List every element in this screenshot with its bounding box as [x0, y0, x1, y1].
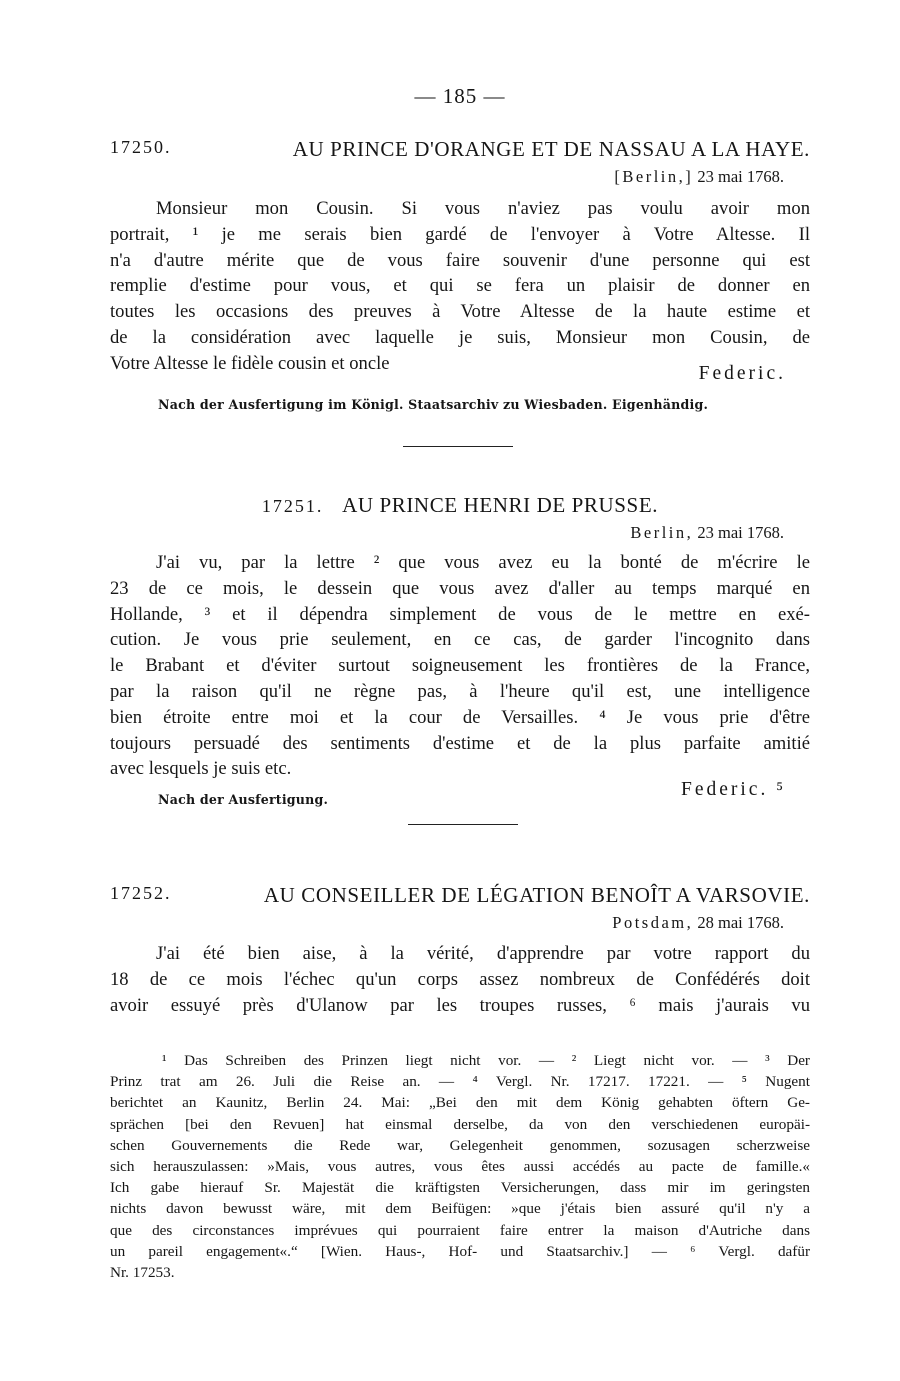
letter-dateline — [614, 167, 784, 187]
text-line: n'a d'autre mérite que de vous faire souvenir d'une personne qui est — [110, 249, 810, 271]
letter-number: 17251. — [261, 496, 324, 516]
text-line: toutes les occasions des preuves à Votre Altesse de la haute estime et — [110, 301, 810, 323]
footnote-line: sprächen [bei den Revuen] hat einsmal derselbe, da von den verschiedenen europäi- — [110, 1115, 810, 1133]
signature: Federic. ⁵ — [680, 779, 786, 800]
dateline-date: 23 mai 1768. — [697, 523, 784, 542]
footnote-line: un pareil engagement«.“ [Wien. Haus-, Hof- und Staatsarchiv.] — ⁶ Vergl. dafür — [110, 1242, 810, 1260]
text-line: 23 de ce mois, le dessein que vous avez d'aller au temps marqué en — [110, 577, 810, 599]
text-line: Monsieur mon Cousin. Si vous n'aviez pas voulu avoir mon — [156, 198, 810, 219]
text-line: de la considération avec laquelle je suis, Monsieur mon Cousin, de — [110, 326, 810, 348]
letter-title: AU PRINCE D'ORANGE ET DE NASSAU A LA HAYE. — [292, 137, 810, 161]
footnote-line: Ich gabe hierauf Sr. Majestät die kräftigsten Versicherungen, dass mir im geringsten — [110, 1179, 810, 1197]
text-line: 18 de ce mois l'échec qu'un corps assez nombreux de Confédérés doit — [110, 968, 810, 990]
source-note: Nach der Ausfertigung. — [158, 792, 329, 807]
letter-body — [110, 550, 810, 782]
footnote-line: ¹ Das Schreiben des Prinzen liegt nicht vor. — ² Liegt nicht vor. — ³ Der — [162, 1052, 810, 1069]
source-note: Nach der Ausfertigung im Königl. Staatsarchiv zu Wiesbaden. Eigenhändig. — [158, 397, 709, 412]
text-line: Hollande, ³ et il dépendra simplement de vous de le mettre en exé- — [110, 603, 810, 625]
section-divider — [403, 446, 513, 447]
letter-body — [110, 196, 810, 377]
text-line: J'ai été bien aise, à la vérité, d'apprendre par votre rapport du — [156, 943, 810, 964]
text-line: avec lesquels je suis etc. — [110, 758, 292, 780]
letter-heading — [110, 137, 810, 162]
dateline-place: Potsdam, — [612, 913, 694, 932]
letter-dateline — [630, 523, 784, 543]
dateline-date: 23 mai 1768. — [697, 167, 784, 186]
letter-dateline — [612, 913, 784, 933]
footnote-line: berichtet an Kaunitz, Berlin 24. Mai: „Bei den mit dem König gehabten öftern Ge- — [110, 1094, 810, 1112]
letter-number: 17250. — [110, 137, 172, 157]
section-divider — [408, 824, 518, 825]
text-line: le Brabant et d'éviter surtout soigneusement les frontières de la France, — [110, 655, 810, 677]
footnote-line: Prinz trat am 26. Juli die Reise an. — ⁴ Vergl. Nr. 17217. 17221. — ⁵ Nugent — [110, 1073, 810, 1091]
dateline-place: Berlin, — [630, 523, 694, 542]
dateline-place: [Berlin,] — [614, 167, 694, 186]
text-line: avoir essuyé près d'Ulanow par les troupes russes, ⁶ mais j'aurais vu — [110, 994, 810, 1016]
text-line: toujours persuadé des sentiments d'estime et de la plus parfaite amitié — [110, 732, 810, 754]
dateline-date: 28 mai 1768. — [697, 913, 784, 932]
footnote-line: que des circonstances imprévues qui pourraient faire entrer la maison d'Autriche dans — [110, 1221, 810, 1239]
text-line: bien étroite entre moi et la cour de Versailles. ⁴ Je vous prie d'être — [110, 706, 810, 728]
page-number: — 185 — — [414, 84, 506, 108]
footnote-line: schen Gouvernements die Rede war, Gelegenheit genommen, sozusagen scherzweise — [110, 1136, 810, 1154]
letter-number: 17252. — [110, 883, 172, 903]
text-line: J'ai vu, par la lettre ² que vous avez eu la bonté de m'écrire le — [156, 552, 810, 573]
letter-heading — [110, 493, 810, 518]
footnote-line: nichts davon bewusst wäre, mit dem Beifügen: »que j'étais bien assuré qu'il n'y a — [110, 1200, 810, 1218]
text-line: portrait, ¹ je me serais bien gardé de l'envoyer à Votre Altesse. Il — [110, 223, 810, 245]
document-page — [110, 0, 810, 1381]
letter-title: AU PRINCE HENRI DE PRUSSE. — [342, 493, 659, 517]
text-line: Votre Altesse le fidèle cousin et oncle — [110, 352, 390, 374]
letter-heading — [110, 883, 810, 908]
letter-title: AU CONSEILLER DE LÉGATION BENOÎT A VARSOVIE. — [263, 883, 810, 907]
text-line: cution. Je vous prie seulement, en ce cas, de garder l'incognito dans — [110, 629, 810, 651]
text-line: par la raison qu'il ne règne pas, à l'heure qu'il est, une intelligence — [110, 680, 810, 702]
letter-body — [110, 941, 810, 1018]
footnotes — [110, 1050, 810, 1283]
signature: Federic. — [698, 363, 786, 384]
footnote-line: sich herauszulassen: »Mais, vous autres, vous êtes aussi accédés au pacte de famille.« — [110, 1158, 810, 1176]
footnote-line: Nr. 17253. — [110, 1264, 175, 1282]
text-line: remplie d'estime pour vous, et qui se fera un plaisir de donner en — [110, 275, 810, 297]
